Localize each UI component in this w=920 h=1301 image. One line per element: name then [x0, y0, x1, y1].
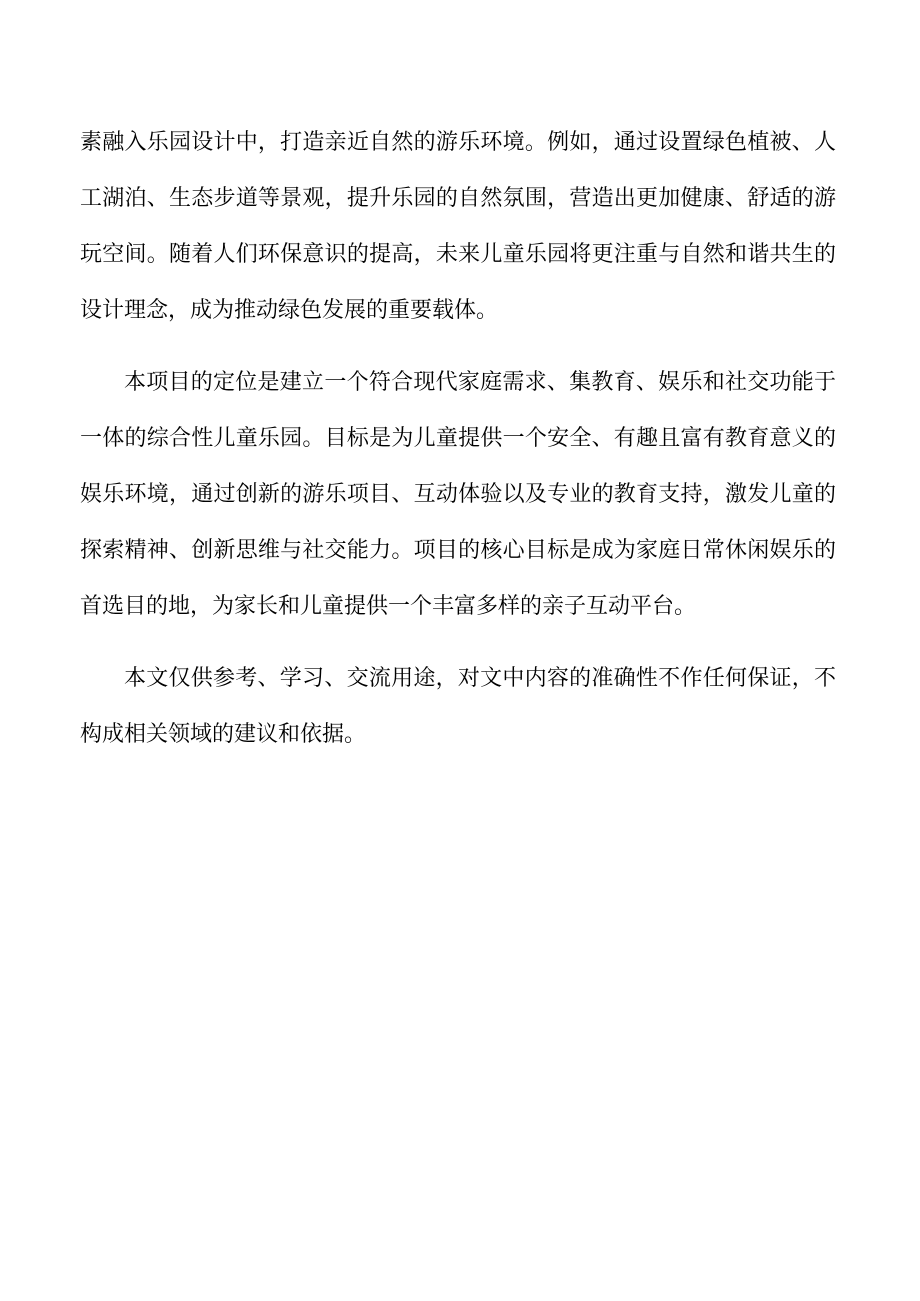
document-body	[80, 115, 836, 779]
paragraph-disclaimer: 本文仅供参考、学习、交流用途，对文中内容的准确性不作任何保证，不构成相关领域的建议和依据。	[80, 666, 836, 747]
paragraph-continuation: 素融入乐园设计中，打造亲近自然的游乐环境。例如，通过设置绿色植被、人工湖泊、生态步道等景观，提升乐园的自然氛围，营造出更加健康、舒适的游玩空间。随着人们环保意识的提高，未来儿童乐园将更注重与自然和谐共生的设计理念，成为推动绿色发展的重要载体。	[80, 130, 836, 323]
paragraph-project-positioning: 本项目的定位是建立一个符合现代家庭需求、集教育、娱乐和社交功能于一体的综合性儿童乐园。目标是为儿童提供一个安全、有趣且富有教育意义的娱乐环境，通过创新的游乐项目、互动体验以及专业的教育支持，激发儿童的探索精神、创新思维与社交能力。项目的核心目标是成为家庭日常休闲娱乐的首选目的地，为家长和儿童提供一个丰富多样的亲子互动平台。	[80, 370, 836, 619]
